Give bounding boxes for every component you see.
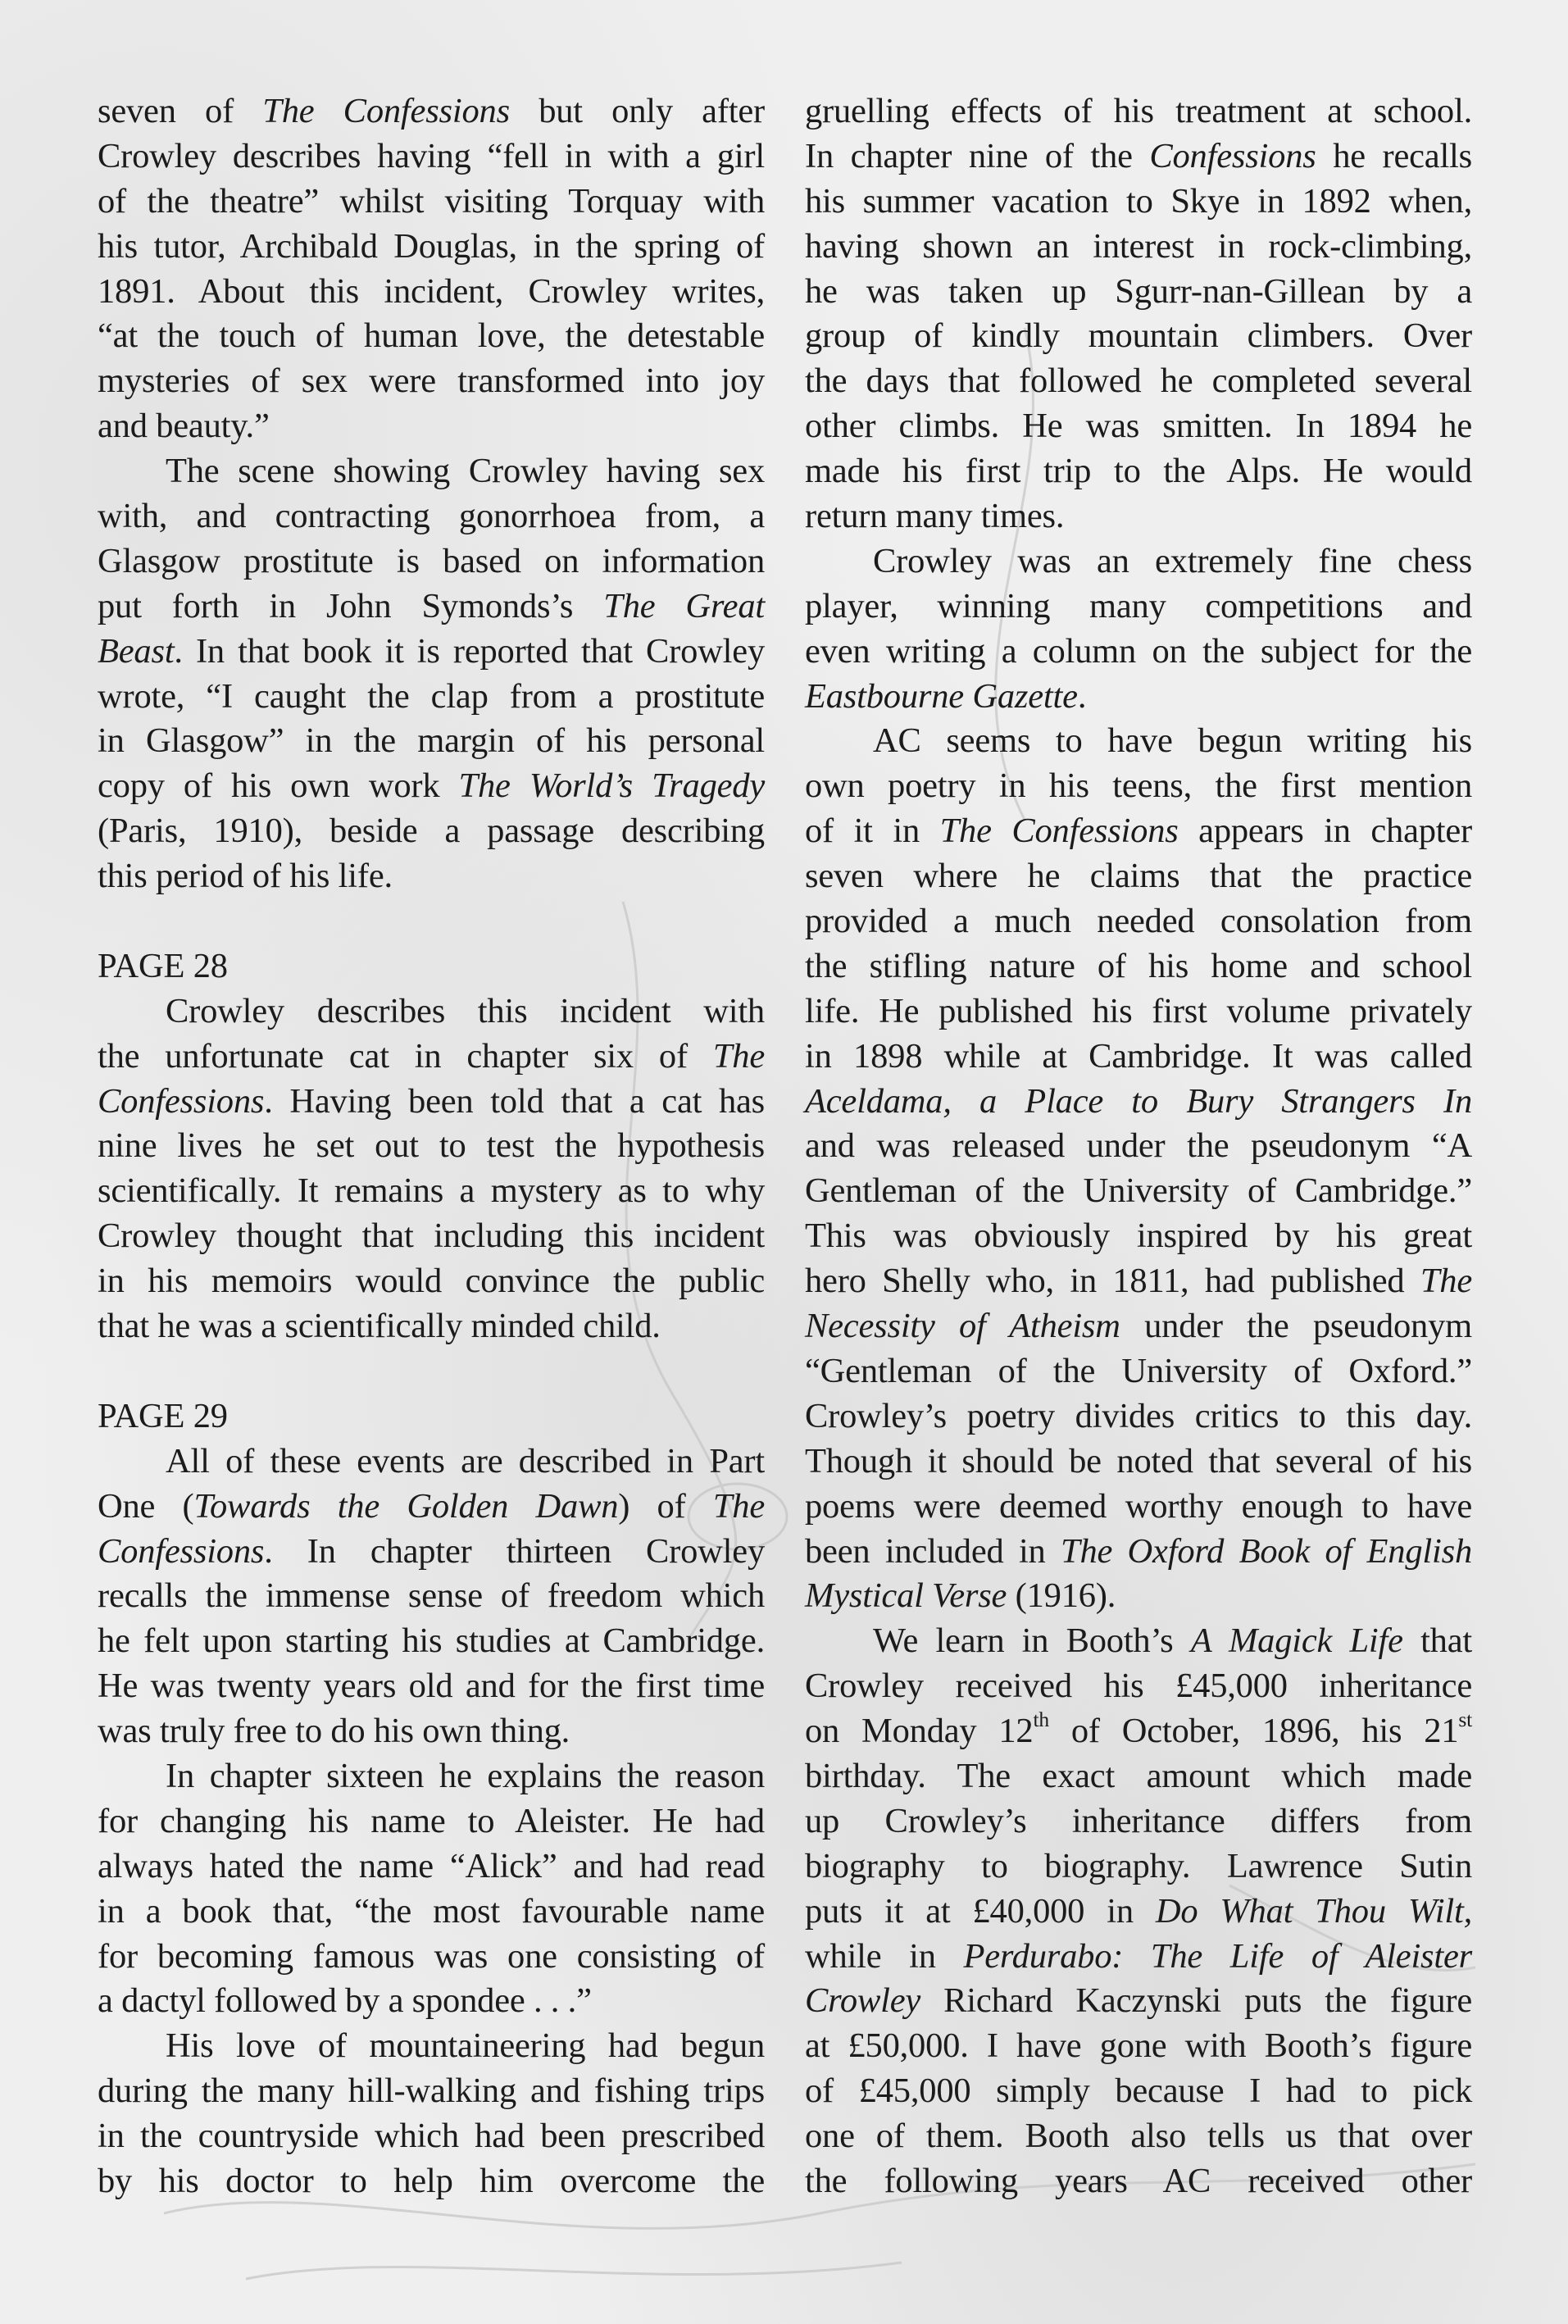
italic-title: Confessions bbox=[98, 1531, 265, 1571]
italic-title: Towards the Golden Dawn bbox=[193, 1486, 619, 1526]
italic-title: Beast bbox=[98, 631, 175, 671]
text-run: hero Shelly who, in 1811, had published bbox=[805, 1262, 1420, 1301]
text-line bbox=[98, 1214, 765, 1259]
italic-title: The bbox=[712, 1036, 765, 1076]
text-line bbox=[805, 1979, 1472, 2024]
text-line bbox=[805, 1844, 1472, 1890]
text-line bbox=[98, 494, 765, 539]
text-line bbox=[98, 359, 765, 404]
text-run: The scene showing Crowley having sex bbox=[166, 452, 765, 491]
text-run: in a book that, “the most favourable name bbox=[98, 1891, 765, 1931]
text-run: puts it at £40,000 in bbox=[805, 1891, 1156, 1931]
text-line bbox=[98, 719, 765, 764]
italic-title: Confessions bbox=[1149, 136, 1316, 175]
text-run: of October, 1896, his 21 bbox=[1048, 1712, 1459, 1751]
text-line bbox=[98, 270, 765, 315]
text-line bbox=[805, 1035, 1472, 1080]
text-line bbox=[805, 225, 1472, 270]
text-run: return many times. bbox=[805, 497, 1065, 536]
text-run: recalls the immense sense of freedom which bbox=[98, 1576, 765, 1616]
text-line bbox=[805, 1574, 1472, 1619]
text-line bbox=[805, 359, 1472, 404]
text-line bbox=[98, 1485, 765, 1530]
text-line bbox=[805, 314, 1472, 359]
text-run: always hated the name “Alick” and had read bbox=[98, 1846, 765, 1885]
text-run: up Crowley’s inheritance differs from bbox=[805, 1801, 1472, 1840]
text-run: in his memoirs would convince the public bbox=[98, 1262, 765, 1301]
text-run: he felt upon starting his studies at Cambridge. bbox=[98, 1621, 765, 1661]
text-line bbox=[805, 630, 1472, 675]
text-run: Crowley describes having “fell in with a girl bbox=[98, 136, 765, 175]
text-line bbox=[98, 1935, 765, 1980]
text-line bbox=[98, 630, 765, 675]
italic-title: Necessity of Atheism bbox=[805, 1307, 1120, 1346]
text-run: (1916). bbox=[1007, 1576, 1116, 1616]
text-run: made his first trip to the Alps. He would bbox=[805, 452, 1472, 491]
text-run: while in bbox=[805, 1936, 964, 1976]
text-run: other climbs. He was smitten. In 1894 he bbox=[805, 407, 1472, 446]
text-line bbox=[805, 2159, 1472, 2204]
text-run: We learn in Booth’s bbox=[873, 1621, 1191, 1661]
text-run: appears in chapter bbox=[1178, 812, 1473, 851]
text-line bbox=[98, 584, 765, 630]
text-line bbox=[98, 1799, 765, 1844]
text-line bbox=[805, 1394, 1472, 1439]
text-run: Crowley was an extremely fine chess bbox=[873, 541, 1472, 580]
text-run: been included in bbox=[805, 1531, 1061, 1571]
text-line bbox=[98, 764, 765, 809]
text-line bbox=[805, 1439, 1472, 1485]
text-run: mysteries of sex were transformed into joy bbox=[98, 362, 765, 401]
text-line bbox=[805, 134, 1472, 180]
text-run: scientifically. It remains a mystery as to why bbox=[98, 1171, 765, 1211]
text-run: . Having been told that a cat has bbox=[264, 1081, 765, 1121]
text-line bbox=[805, 809, 1472, 854]
text-run: this period of his life. bbox=[98, 857, 393, 896]
text-line bbox=[805, 1080, 1472, 1125]
text-line bbox=[805, 719, 1472, 764]
text-run: PAGE 28 bbox=[98, 946, 228, 985]
text-run: Crowley describes this incident with bbox=[166, 991, 765, 1030]
text-line bbox=[805, 2069, 1472, 2114]
text-line bbox=[805, 1304, 1472, 1349]
text-line bbox=[805, 2024, 1472, 2069]
text-line bbox=[805, 1214, 1472, 1259]
text-run: AC seems to have begun writing his bbox=[873, 721, 1472, 761]
text-run: for becoming famous was one consisting of bbox=[98, 1936, 765, 1976]
text-line bbox=[98, 1619, 765, 1664]
text-run: PAGE 29 bbox=[98, 1396, 228, 1435]
text-line bbox=[98, 989, 765, 1035]
italic-title: The World’s Tragedy bbox=[458, 766, 766, 806]
text-line bbox=[98, 1124, 765, 1169]
text-run: the stifling nature of his home and school bbox=[805, 946, 1472, 985]
text-run: but only after bbox=[509, 92, 765, 130]
text-line bbox=[98, 854, 765, 899]
text-run: Though it should be noted that several of his bbox=[805, 1441, 1472, 1480]
text-line bbox=[98, 404, 765, 449]
text-line bbox=[98, 1259, 765, 1304]
text-line bbox=[98, 1979, 765, 2024]
text-line bbox=[805, 1124, 1472, 1169]
text-line bbox=[805, 180, 1472, 225]
text-run: was truly free to do his own thing. bbox=[98, 1712, 570, 1751]
text-run: In chapter sixteen he explains the reason bbox=[166, 1756, 765, 1795]
text-run: He was twenty years old and for the first time bbox=[98, 1667, 765, 1706]
text-line bbox=[98, 89, 765, 134]
text-line bbox=[805, 1709, 1472, 1754]
text-line bbox=[98, 1169, 765, 1214]
text-run: having shown an interest in rock-climbing, bbox=[805, 226, 1472, 266]
text-line bbox=[805, 1530, 1472, 1575]
text-run: One ( bbox=[98, 1486, 194, 1526]
italic-title: Aceldama, a Place to Bury Strangers In bbox=[805, 1081, 1472, 1121]
text-line bbox=[805, 1169, 1472, 1214]
italic-title: Perdurabo: The Life of Aleister bbox=[963, 1936, 1472, 1976]
text-line bbox=[98, 1890, 765, 1935]
text-run: that he was a scientifically minded child. bbox=[98, 1307, 661, 1346]
text-run: wrote, “I caught the clap from a prostitute bbox=[98, 676, 765, 716]
italic-title: The Confessions bbox=[939, 812, 1179, 851]
blank-line bbox=[98, 1349, 765, 1394]
text-line bbox=[98, 314, 765, 359]
text-line bbox=[805, 675, 1472, 720]
text-run: the following years AC received other bbox=[805, 2161, 1472, 2200]
text-run: during the many hill-walking and fishing trips bbox=[98, 2072, 765, 2111]
text-line bbox=[805, 270, 1472, 315]
text-run: by his doctor to help him overcome the bbox=[98, 2161, 765, 2200]
text-run: Crowley’s poetry divides critics to this day. bbox=[805, 1396, 1472, 1435]
text-run: (Paris, 1910), beside a passage describing bbox=[98, 812, 765, 851]
ordinal-suffix: th bbox=[1033, 1707, 1049, 1731]
italic-title: Crowley bbox=[805, 1981, 921, 2021]
text-run: and was released under the pseudonym “A bbox=[805, 1126, 1472, 1166]
text-line bbox=[805, 764, 1472, 809]
section-heading bbox=[98, 1394, 765, 1439]
text-line bbox=[805, 404, 1472, 449]
text-run: poems were deemed worthy enough to have bbox=[805, 1486, 1472, 1526]
text-run: seven of bbox=[98, 92, 263, 130]
text-run: a dactyl followed by a spondee . . .” bbox=[98, 1981, 592, 2021]
text-run: Richard Kaczynski puts the figure bbox=[920, 1981, 1472, 2021]
text-run: on Monday 12 bbox=[805, 1712, 1034, 1751]
text-run: group of kindly mountain climbers. Over bbox=[805, 316, 1472, 356]
text-line bbox=[805, 1754, 1472, 1799]
text-line bbox=[805, 1349, 1472, 1394]
text-run: seven where he claims that the practice bbox=[805, 857, 1472, 896]
text-line bbox=[98, 2114, 765, 2159]
text-line bbox=[98, 1844, 765, 1890]
text-line bbox=[98, 1304, 765, 1349]
text-run: . In chapter thirteen Crowley bbox=[264, 1531, 765, 1571]
text-run: copy of his own work bbox=[98, 766, 459, 806]
italic-title: The Oxford Book of English bbox=[1061, 1531, 1473, 1571]
text-line bbox=[98, 225, 765, 270]
text-run: he was taken up Sgurr-nan-Gillean by a bbox=[805, 271, 1472, 311]
text-line bbox=[98, 539, 765, 584]
italic-title: The Confessions bbox=[262, 92, 510, 130]
text-line bbox=[805, 1664, 1472, 1709]
left-column bbox=[98, 89, 765, 2204]
text-run: biography to biography. Lawrence Sutin bbox=[805, 1846, 1472, 1885]
text-run: . bbox=[1077, 676, 1087, 716]
text-line bbox=[98, 675, 765, 720]
text-line bbox=[805, 1619, 1472, 1664]
text-run: Glasgow prostitute is based on information bbox=[98, 541, 765, 580]
text-run: under the pseudonym bbox=[1120, 1307, 1472, 1346]
text-line bbox=[98, 809, 765, 854]
italic-title: Do What Thou Wilt, bbox=[1155, 1891, 1472, 1931]
text-line bbox=[805, 989, 1472, 1035]
text-run: that bbox=[1402, 1621, 1472, 1661]
text-run: his tutor, Archibald Douglas, in the spring of bbox=[98, 226, 765, 266]
text-run: This was obviously inspired by his great bbox=[805, 1217, 1472, 1256]
text-line bbox=[98, 1530, 765, 1575]
text-run: Gentleman of the University of Cambridge.” bbox=[805, 1171, 1472, 1211]
text-run: of £45,000 simply because I had to pick bbox=[805, 2072, 1472, 2111]
text-run: in Glasgow” in the margin of his personal bbox=[98, 721, 765, 761]
text-line bbox=[98, 1664, 765, 1709]
text-line bbox=[805, 89, 1472, 134]
ordinal-suffix: st bbox=[1458, 1707, 1472, 1731]
text-line bbox=[98, 1709, 765, 1754]
text-run: . In that book it is reported that Crowley bbox=[174, 631, 765, 671]
text-line bbox=[805, 2114, 1472, 2159]
text-run: with, and contracting gonorrhoea from, a bbox=[98, 497, 765, 536]
text-run: and beauty.” bbox=[98, 407, 270, 446]
blank-line bbox=[98, 899, 765, 944]
text-line bbox=[98, 134, 765, 180]
text-run: birthday. The exact amount which made bbox=[805, 1756, 1472, 1795]
text-run: In chapter nine of the bbox=[805, 136, 1150, 175]
text-run: the unfortunate cat in chapter six of bbox=[98, 1036, 713, 1076]
italic-title: The bbox=[1420, 1262, 1472, 1301]
text-run: ) of bbox=[618, 1486, 713, 1526]
text-run: he recalls bbox=[1316, 136, 1472, 175]
text-line bbox=[805, 944, 1472, 989]
text-line bbox=[805, 449, 1472, 494]
italic-title: The Great bbox=[603, 586, 765, 625]
text-line bbox=[98, 2024, 765, 2069]
text-run: own poetry in his teens, the first mention bbox=[805, 766, 1472, 806]
text-run: of the theatre” whilst visiting Torquay with bbox=[98, 181, 765, 221]
text-run: for changing his name to Aleister. He had bbox=[98, 1801, 765, 1840]
text-line bbox=[805, 584, 1472, 630]
text-line bbox=[805, 1485, 1472, 1530]
italic-title: Confessions bbox=[98, 1081, 265, 1121]
right-column bbox=[805, 89, 1472, 2204]
text-line bbox=[805, 899, 1472, 944]
text-run: put forth in John Symonds’s bbox=[98, 586, 604, 625]
text-line bbox=[98, 449, 765, 494]
text-line bbox=[805, 539, 1472, 584]
text-line bbox=[805, 1799, 1472, 1844]
text-line bbox=[805, 1259, 1472, 1304]
text-run: at £50,000. I have gone with Booth’s figure bbox=[805, 2026, 1472, 2066]
text-run: one of them. Booth also tells us that over bbox=[805, 2117, 1472, 2156]
text-line bbox=[805, 494, 1472, 539]
text-line bbox=[98, 1439, 765, 1485]
italic-title: Eastbourne Gazette bbox=[805, 676, 1078, 716]
text-run: player, winning many competitions and bbox=[805, 586, 1472, 625]
text-line bbox=[98, 1035, 765, 1080]
text-run: the days that followed he completed several bbox=[805, 362, 1472, 401]
text-run: “at the touch of human love, the detestable bbox=[98, 316, 765, 356]
text-run: His love of mountaineering had begun bbox=[166, 2026, 765, 2066]
text-line bbox=[98, 1080, 765, 1125]
text-run: “Gentleman of the University of Oxford.” bbox=[805, 1351, 1472, 1390]
text-line bbox=[805, 1935, 1472, 1980]
text-run: in the countryside which had been prescribed bbox=[98, 2117, 765, 2156]
text-line bbox=[805, 854, 1472, 899]
text-line bbox=[98, 1574, 765, 1619]
text-run: in 1898 while at Cambridge. It was called bbox=[805, 1036, 1472, 1076]
italic-title: A Magick Life bbox=[1190, 1621, 1403, 1661]
text-run: gruelling effects of his treatment at school. bbox=[805, 92, 1472, 130]
italic-title: Mystical Verse bbox=[805, 1576, 1007, 1616]
text-run: provided a much needed consolation from bbox=[805, 902, 1472, 941]
text-line bbox=[98, 2069, 765, 2114]
italic-title: The bbox=[712, 1486, 765, 1526]
text-line bbox=[805, 1890, 1472, 1935]
text-run: Crowley received his £45,000 inheritance bbox=[805, 1667, 1472, 1706]
text-run: even writing a column on the subject for the bbox=[805, 631, 1472, 671]
text-run: of it in bbox=[805, 812, 940, 851]
text-line bbox=[98, 2159, 765, 2204]
text-run: Crowley thought that including this incident bbox=[98, 1217, 765, 1256]
text-run: his summer vacation to Skye in 1892 when, bbox=[805, 181, 1472, 221]
text-run: 1891. About this incident, Crowley writes, bbox=[98, 271, 765, 311]
text-line bbox=[98, 180, 765, 225]
text-run: All of these events are described in Part bbox=[166, 1441, 765, 1480]
text-run: life. He published his first volume privately bbox=[805, 991, 1472, 1030]
text-run: nine lives he set out to test the hypothesis bbox=[98, 1126, 765, 1166]
text-line bbox=[98, 1754, 765, 1799]
section-heading bbox=[98, 944, 765, 989]
